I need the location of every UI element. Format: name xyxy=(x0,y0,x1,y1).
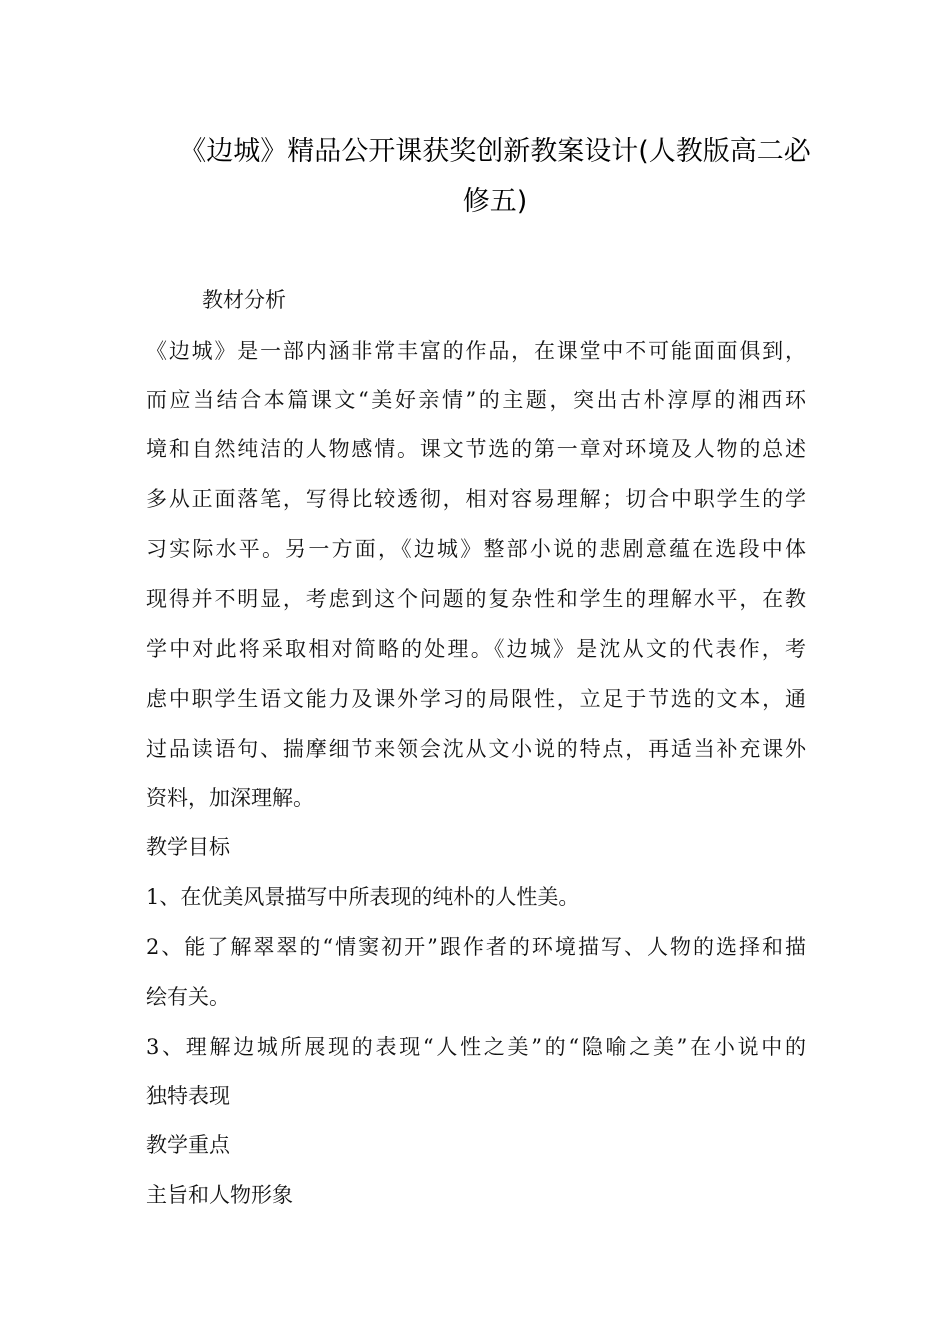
section-heading-teaching-focus: 教学重点 xyxy=(146,1133,230,1157)
goal-item-2: 2、能了解翠翠的“情窦初开”跟作者的环境描写、人物的选择和描 xyxy=(146,935,806,959)
paragraph-line: 学中对此将采取相对简略的处理。《边城》是沈从文的代表作，考 xyxy=(146,637,806,661)
document-title-line-2: 修五) xyxy=(462,186,528,217)
goal-item-1: 1、在优美风景描写中所表现的纯朴的人性美。 xyxy=(146,885,580,909)
section-heading-teaching-goals: 教学目标 xyxy=(146,835,230,859)
section-heading-material-analysis: 教材分析 xyxy=(202,288,286,312)
paragraph-line: 《边城》是一部内涵非常丰富的作品，在课堂中不可能面面俱到， xyxy=(146,339,806,363)
goal-item-3: 3、理解边城所展现的表现“人性之美”的“隐喻之美”在小说中的 xyxy=(146,1035,806,1059)
paragraph-line: 而应当结合本篇课文“美好亲情”的主题，突出古朴淳厚的湘西环 xyxy=(146,388,806,412)
paragraph-line: 虑中职学生语文能力及课外学习的局限性，立足于节选的文本，通 xyxy=(146,687,806,711)
paragraph-line: 境和自然纯洁的人物感情。课文节选的第一章对环境及人物的总述 xyxy=(146,437,806,461)
paragraph-line: 习实际水平。另一方面，《边城》整部小说的悲剧意蕴在选段中体 xyxy=(146,537,806,561)
paragraph-line: 过品读语句、揣摩细节来领会沈从文小说的特点，再适当补充课外 xyxy=(146,737,806,761)
paragraph-line: 现得并不明显，考虑到这个问题的复杂性和学生的理解水平，在教 xyxy=(146,587,806,611)
goal-item-2-continued: 绘有关。 xyxy=(146,985,230,1009)
paragraph-line: 资料，加深理解。 xyxy=(146,786,314,810)
document-title-line-1: 《边城》精品公开课获奖创新教案设计(人教版高二必 xyxy=(179,136,811,167)
goal-item-3-continued: 独特表现 xyxy=(146,1084,230,1108)
paragraph-line: 多从正面落笔，写得比较透彻，相对容易理解；切合中职学生的学 xyxy=(146,487,806,511)
teaching-focus-content: 主旨和人物形象 xyxy=(146,1183,293,1207)
